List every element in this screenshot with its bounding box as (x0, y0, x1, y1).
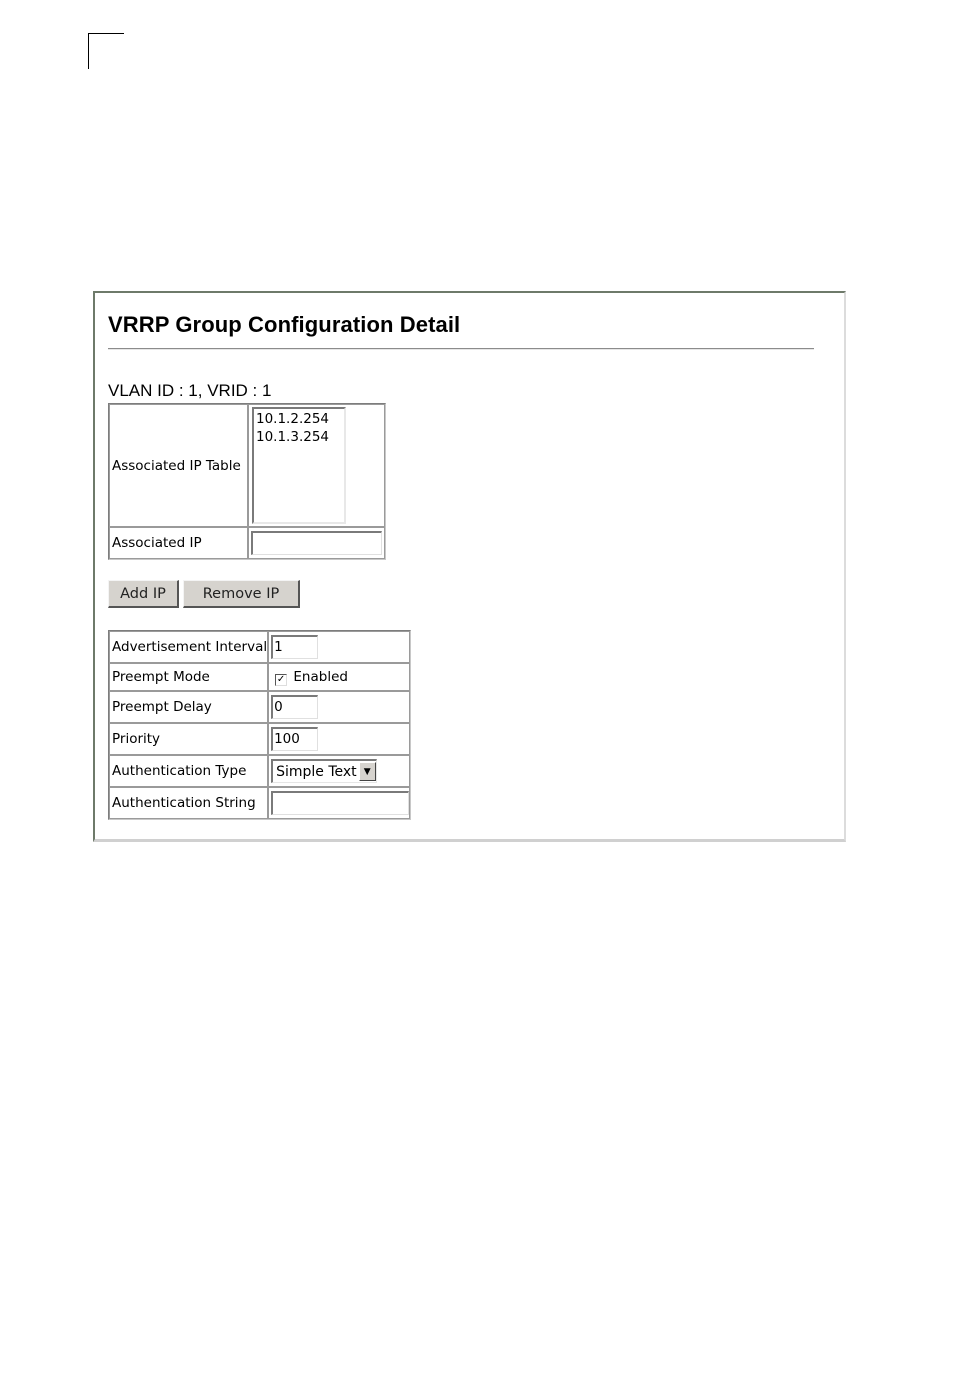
authentication-string-cell (268, 787, 410, 819)
title-divider (108, 348, 814, 350)
authentication-string-input[interactable] (271, 791, 409, 815)
advertisement-interval-cell (268, 631, 410, 663)
associated-ip-table-row (109, 404, 385, 527)
authentication-type-row (109, 755, 410, 787)
vrrp-detail-panel (93, 291, 846, 842)
preempt-mode-option-label: Enabled (293, 668, 348, 685)
advertisement-interval-input[interactable]: 1 (271, 635, 318, 659)
preempt-delay-cell (268, 691, 410, 723)
associated-ip-table-label: Associated IP Table (109, 404, 248, 527)
authentication-type-cell (268, 755, 410, 787)
associated-ip-listbox-cell (248, 404, 385, 527)
authentication-type-label: Authentication Type (109, 755, 268, 787)
preempt-delay-label: Preempt Delay (109, 691, 268, 723)
priority-input[interactable]: 100 (271, 727, 318, 751)
preempt-mode-checkbox[interactable]: ✓ (276, 673, 286, 685)
add-ip-button[interactable]: Add IP (108, 580, 179, 608)
list-item[interactable]: 10.1.3.254 (256, 429, 329, 445)
preempt-mode-row (109, 663, 410, 691)
preempt-mode-label: Preempt Mode (109, 663, 268, 691)
vlan-vrid-heading: VLAN ID : 1, VRID : 1 (108, 381, 272, 400)
crop-mark (88, 33, 124, 69)
page-title: VRRP Group Configuration Detail (108, 312, 461, 337)
remove-ip-button[interactable]: Remove IP (183, 580, 300, 608)
associated-ip-table (108, 403, 386, 560)
chevron-down-icon[interactable]: ▼ (359, 762, 376, 781)
advertisement-interval-label: Advertisement Interval (109, 631, 268, 663)
associated-ip-input[interactable] (251, 531, 382, 555)
associated-ip-listbox[interactable] (252, 407, 346, 524)
advertisement-interval-row (109, 631, 410, 663)
preempt-delay-input[interactable]: 0 (271, 695, 318, 719)
list-item[interactable]: 10.1.2.254 (256, 411, 329, 427)
authentication-string-row (109, 787, 410, 819)
associated-ip-row (109, 527, 385, 559)
authentication-type-select[interactable] (271, 759, 377, 783)
priority-cell (268, 723, 410, 755)
priority-row (109, 723, 410, 755)
authentication-type-value: Simple Text (276, 763, 357, 780)
preempt-mode-cell (268, 663, 410, 691)
authentication-string-label: Authentication String (109, 787, 268, 819)
priority-label: Priority (109, 723, 268, 755)
vrrp-settings-table (108, 630, 411, 820)
associated-ip-label: Associated IP (109, 527, 248, 559)
preempt-delay-row (109, 691, 410, 723)
associated-ip-cell (248, 527, 385, 559)
